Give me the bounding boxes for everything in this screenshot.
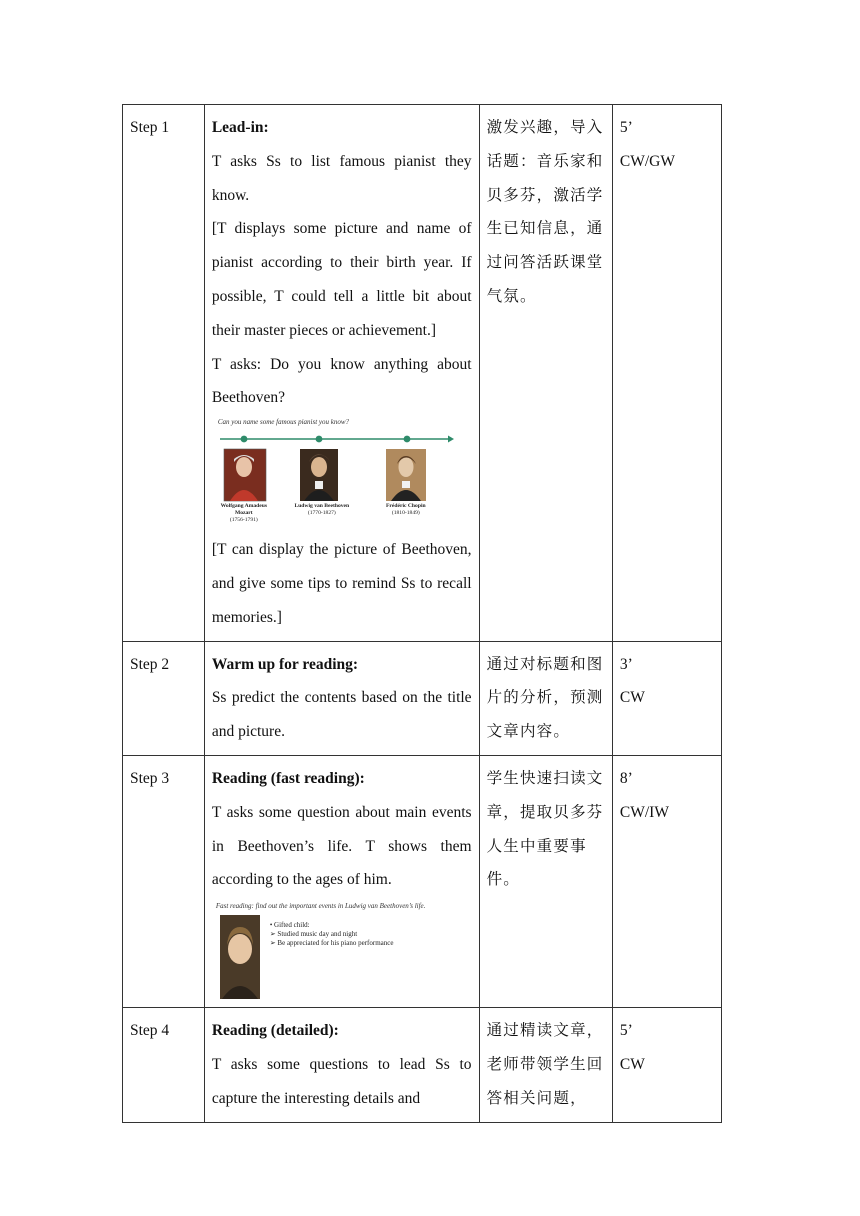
mode-value: CW/IW [619, 803, 669, 821]
activity-text: Ss predict the contents based on the title and picture. [211, 689, 472, 741]
activity-text: [T can display the picture of Beethoven, and give some tips to remind Ss to recall memories.] [211, 541, 472, 626]
activity-text: T asks Ss to list famous pianist they know. [211, 152, 472, 204]
figure-caption: Can you name some famous pianist you know? [217, 418, 350, 427]
mode-value: CW [619, 689, 645, 707]
note-item: ➢ Be appreciated for his piano performance [269, 939, 394, 948]
activity-text: T asks: Do you know anything about Beethoven? [211, 355, 472, 407]
note-item: • Gifted child: [269, 921, 310, 930]
activity-cell [204, 755, 479, 1007]
timeline-dot [403, 436, 410, 443]
note-item: ➢ Studied music day and night [269, 930, 358, 939]
figure-caption: Fast reading: find out the important events in Ludwig van Beethoven’s life. [215, 902, 426, 911]
activity-text: T asks some question about main events in Beethoven’s life. T shows them according to the ages of him. [211, 803, 472, 889]
table-row [123, 641, 722, 755]
table-row [123, 1008, 722, 1122]
timeline-dot [315, 436, 322, 443]
time-cell [612, 1008, 721, 1122]
time-cell [612, 105, 721, 642]
activity-text: [T displays some picture and name of pianist according to their birth year. If possible, T could tell a little bit about their master pieces or achievement.] [211, 220, 472, 339]
pianist-label: Ludwig van Beethoven (1770-1827) [294, 503, 350, 517]
activity-heading: Warm up for reading: [211, 655, 359, 673]
activity-cell [204, 641, 479, 755]
table-row [123, 105, 722, 642]
pianist-label: Frédéric Chopin (1810-1849) [386, 503, 426, 517]
purpose-cell: 通过精读文章，老师带领学生回答相关问题， [479, 1008, 612, 1122]
time-value: 5’ [619, 119, 633, 136]
purpose-cell: 激发兴趣，导入话题：音乐家和贝多芬，激活学生已知信息，通过问答活跃课堂气氛。 [479, 105, 612, 642]
beethoven-portrait-icon [300, 449, 338, 501]
step-cell: Step 4 [123, 1008, 205, 1122]
young-beethoven-portrait-icon [220, 915, 260, 999]
mode-value: CW/GW [619, 152, 675, 170]
time-cell [612, 755, 721, 1007]
pianist-label: Wolfgang Amadeus Mozart (1756-1791) [220, 503, 268, 524]
purpose-cell: 通过对标题和图片的分析，预测文章内容。 [479, 641, 612, 755]
step-cell: Step 2 [123, 641, 205, 755]
time-value: 8’ [619, 769, 633, 787]
fast-reading-figure [212, 897, 472, 1001]
activity-heading: Reading (fast reading): [211, 769, 365, 787]
table-row [123, 755, 722, 1007]
pianist-timeline-figure [212, 415, 472, 533]
step-cell: Step 1 [123, 105, 205, 642]
mode-value: CW [619, 1055, 645, 1073]
activity-heading: Reading (detailed): [211, 1022, 339, 1040]
mozart-portrait-icon [224, 449, 266, 501]
purpose-cell: 学生快速扫读文章，提取贝多芬人生中重要事件。 [479, 755, 612, 1007]
event-notes [270, 921, 394, 948]
activity-cell [204, 1008, 479, 1122]
activity-text: T asks some questions to lead Ss to capture the interesting details and [211, 1055, 472, 1107]
timeline-dot [240, 436, 247, 443]
activity-cell [204, 105, 479, 642]
step-cell: Step 3 [123, 755, 205, 1007]
time-cell [612, 641, 721, 755]
activity-heading: Lead-in: [211, 119, 269, 136]
lesson-plan-table [122, 104, 722, 1123]
timeline-arrow-icon [448, 436, 454, 443]
chopin-portrait-icon [386, 449, 426, 501]
time-value: 5’ [619, 1022, 633, 1040]
time-value: 3’ [619, 655, 633, 673]
